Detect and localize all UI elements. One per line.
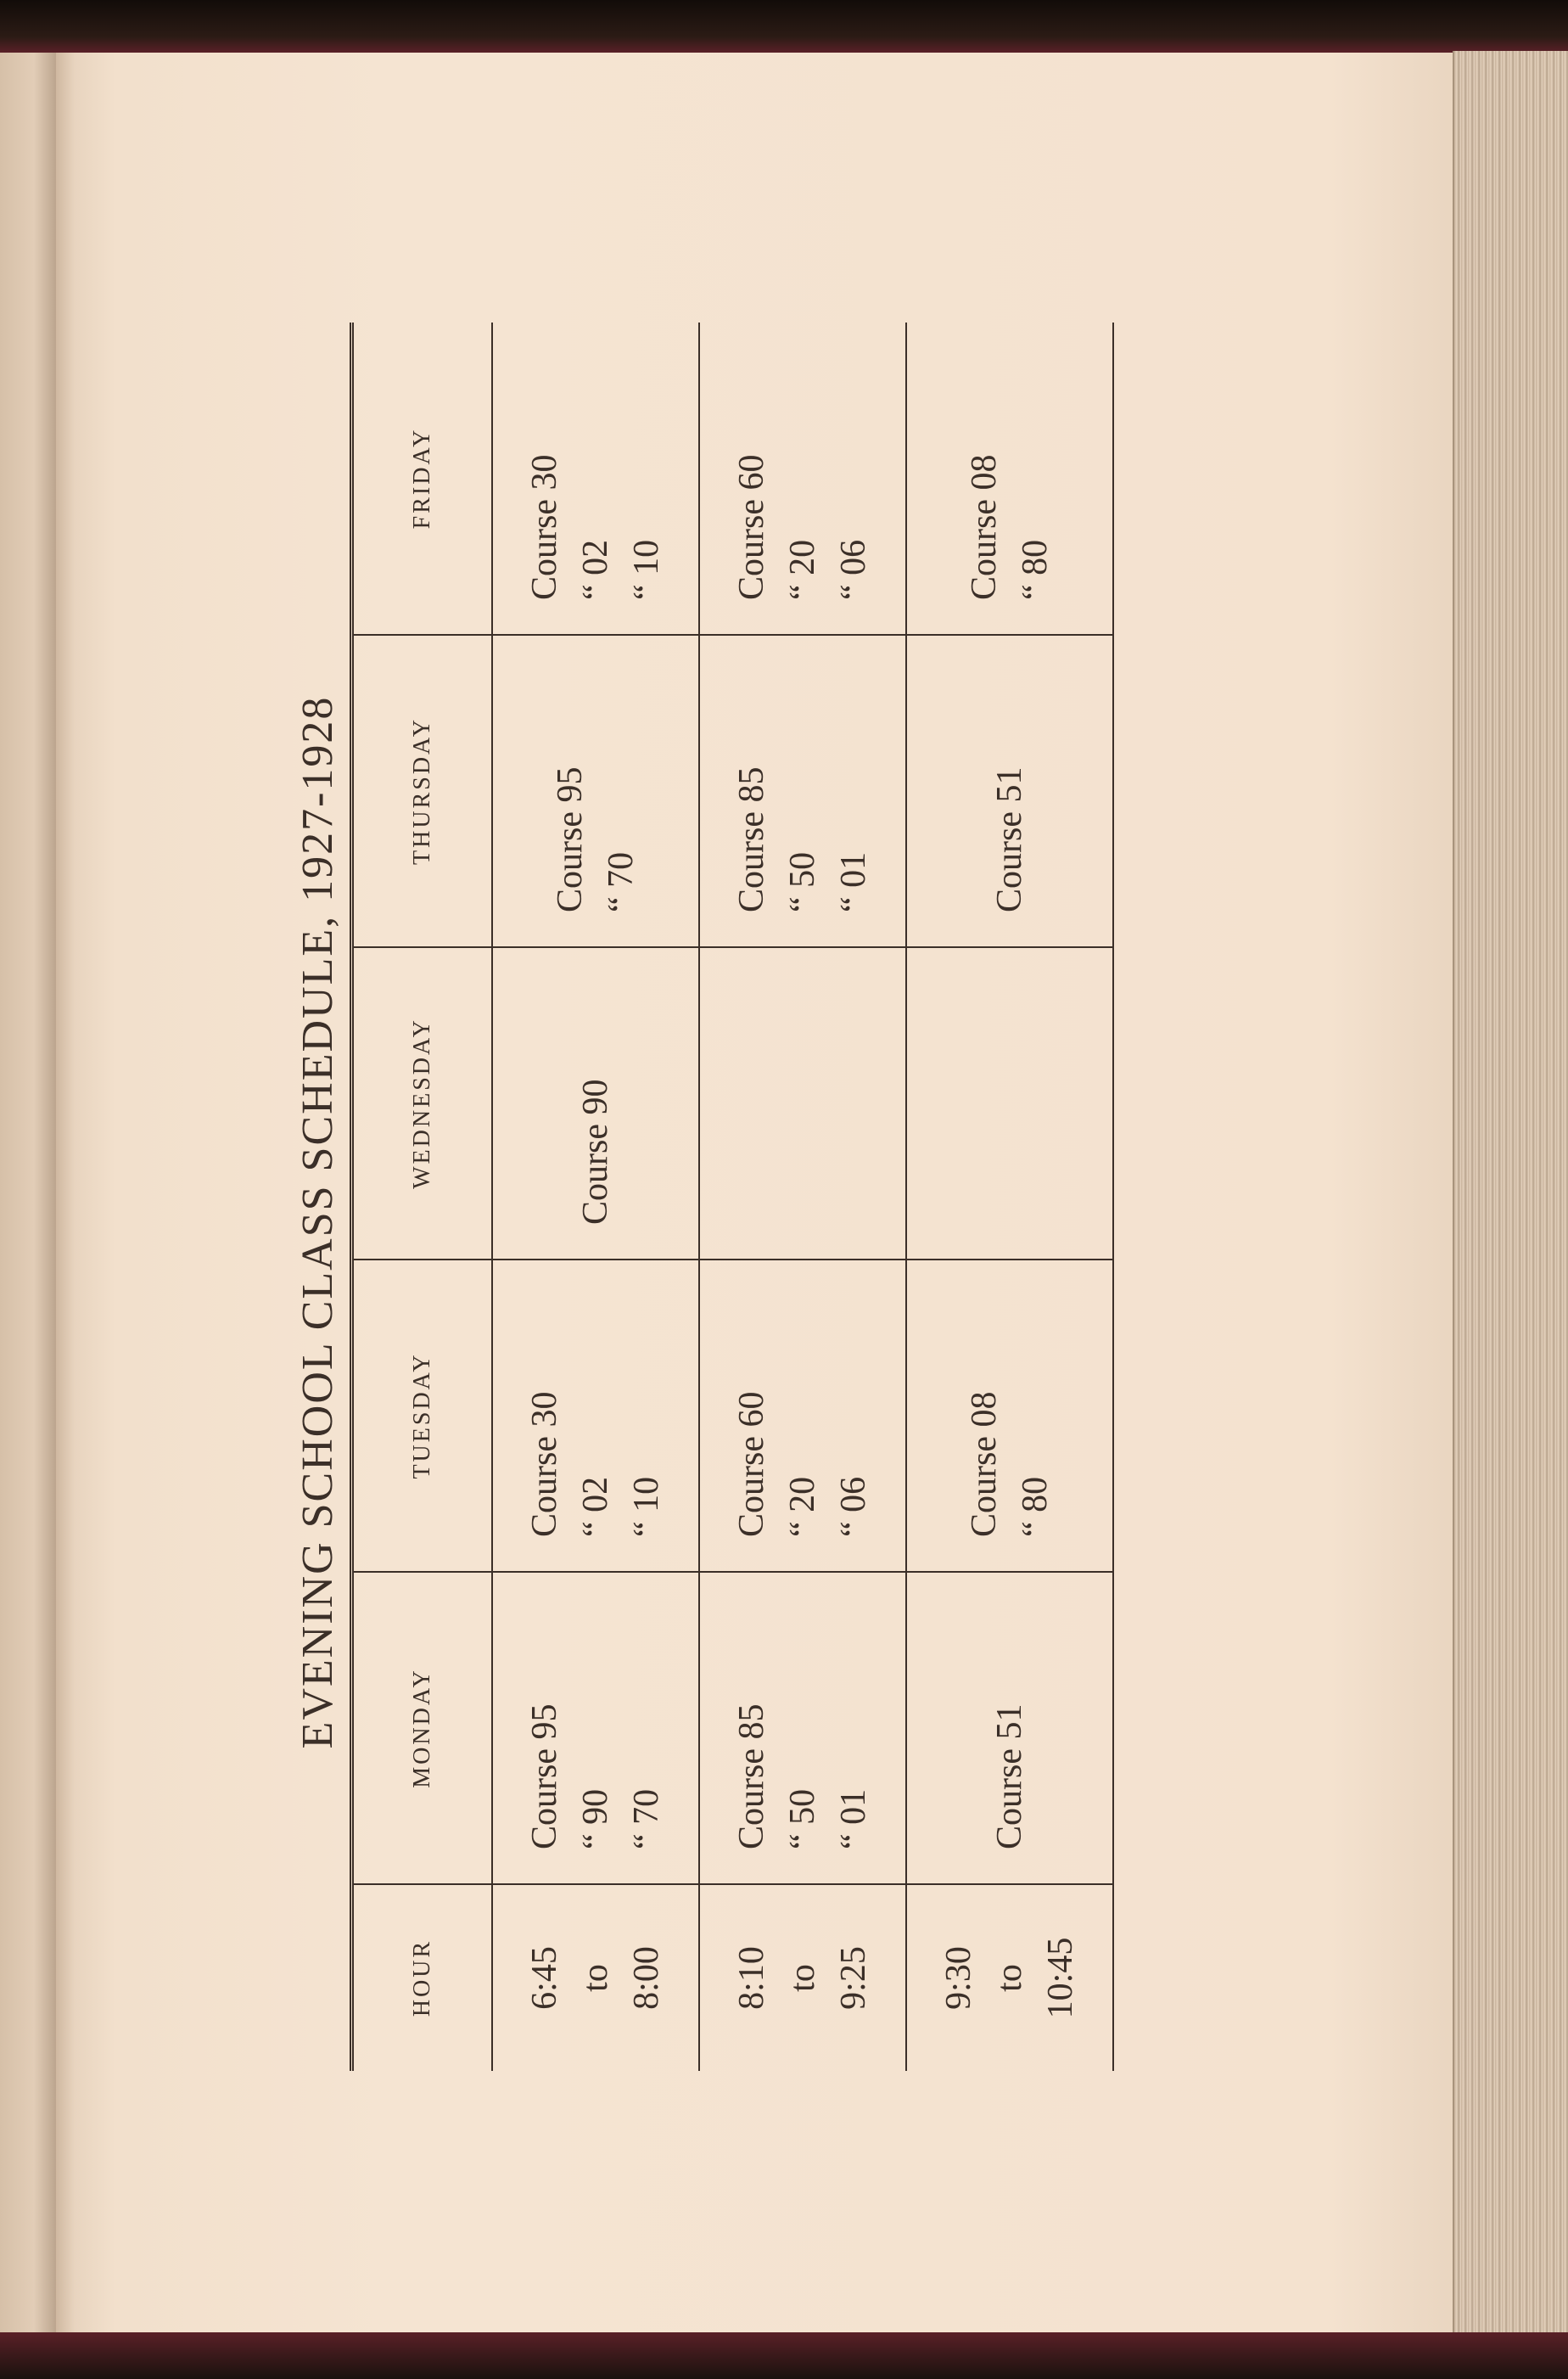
course-line: “ 20 [783,539,822,600]
course-line: “ 20 [783,1476,822,1537]
hour-line: 10:45 [1041,1937,1080,2019]
table-row [906,323,1113,2071]
hour-line: to [783,1964,822,1992]
course-line: Course 30 [525,1391,564,1537]
rotated-schedule [255,289,1137,2156]
header-friday: FRIDAY [352,323,493,635]
course-line: Course 85 [732,766,771,912]
course-line: “ 06 [834,1476,873,1537]
course-line: “ 90 [576,1788,615,1849]
header-wednesday: WEDNESDAY [352,947,493,1260]
course-line: “ 80 [1016,539,1055,600]
hour-cell [492,1884,699,2071]
course-cell-friday [699,323,906,635]
hour-line: 8:00 [627,1946,666,2010]
table-row [699,323,906,2071]
course-line: Course 08 [965,1391,1004,1537]
table-row [492,323,699,2071]
course-cell-wednesday [699,947,906,1260]
hour-line: 8:10 [732,1946,771,2010]
course-line: Course 85 [732,1703,771,1849]
hour-cell [699,1884,906,2071]
course-line: “ 01 [834,851,873,912]
course-cell-wednesday [906,947,1113,1260]
course-cell-monday [906,1572,1113,1884]
course-line: “ 80 [1016,1476,1055,1537]
header-thursday: THURSDAY [352,635,493,947]
page-edges [1453,51,1568,2334]
course-line: “ 02 [576,1476,615,1537]
course-cell-thursday [699,635,906,947]
course-cell-thursday [492,635,699,947]
hour-line: to [576,1964,615,1992]
course-line: “ 10 [627,1476,666,1537]
course-cell-friday [492,323,699,635]
header-tuesday: TUESDAY [352,1260,493,1572]
course-line: Course 30 [525,454,564,600]
course-cell-tuesday [492,1260,699,1572]
course-line: “ 02 [576,539,615,600]
hour-cell [906,1884,1113,2071]
course-cell-tuesday [906,1260,1113,1572]
book-gutter [0,53,59,2336]
course-line: Course 95 [525,1703,564,1849]
course-line: “ 50 [783,851,822,912]
schedule-body [492,323,1113,2071]
schedule-table [350,323,1114,2071]
hour-line: 9:25 [834,1946,873,2010]
hour-line: 6:45 [525,1946,564,2010]
hour-line: to [990,1964,1029,1992]
course-cell-monday [492,1572,699,1884]
course-line: “ 10 [627,539,666,600]
course-line: “ 50 [783,1788,822,1849]
book-cover-bottom [0,2332,1568,2379]
course-line: Course 60 [732,454,771,600]
course-cell-wednesday [492,947,699,1260]
course-cell-thursday [906,635,1113,947]
book-cover-top [0,0,1568,53]
schedule-title: EVENING SCHOOL CLASS SCHEDULE, 1927-1928 [294,695,342,1749]
course-cell-friday [906,323,1113,635]
course-line: “ 70 [602,851,641,912]
course-line: Course 60 [732,1391,771,1537]
course-line: “ 06 [834,539,873,600]
course-line: Course 08 [965,454,1004,600]
course-line: Course 51 [990,1703,1029,1849]
header-row [352,323,493,2071]
header-monday: MONDAY [352,1572,493,1884]
hour-line: 9:30 [939,1946,978,2010]
course-line: “ 70 [627,1788,666,1849]
course-line: Course 51 [990,766,1029,912]
course-cell-monday [699,1572,906,1884]
header-hour: HOUR [352,1884,493,2071]
course-line: Course 90 [576,1079,615,1225]
course-line: “ 01 [834,1788,873,1849]
course-line: Course 95 [551,766,590,912]
course-cell-tuesday [699,1260,906,1572]
